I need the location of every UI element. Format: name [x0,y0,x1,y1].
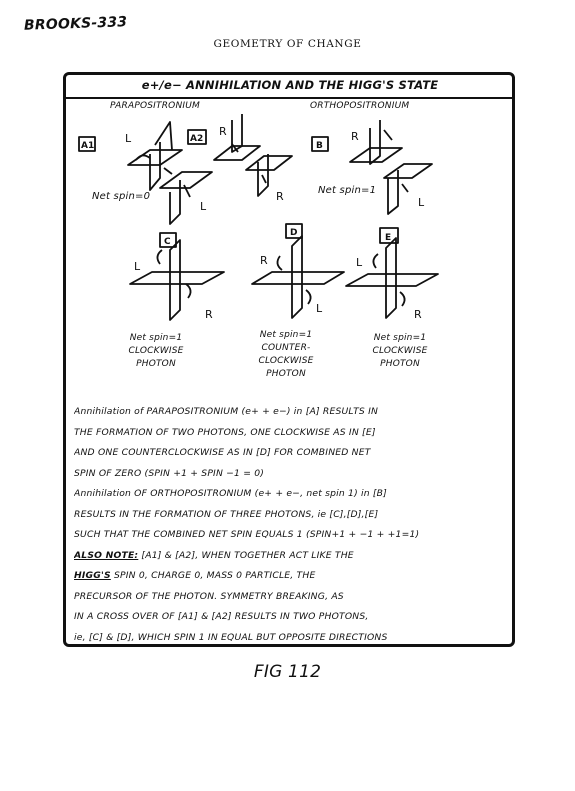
body-line: Annihilation OF ORTHOPOSITRONIUM (e+ + e−, net spin 1) in [B] [74,488,387,499]
letter-r: R [260,254,268,267]
letter-r: R [276,190,284,203]
body-line: Annihilation of PARAPOSITRONIUM (e+ + e−) in [A] RESULTS IN [74,406,379,417]
box-a2-label: A2 [190,134,204,144]
higgs-line [74,566,506,587]
letter-l: L [356,256,363,269]
net-spin-label-para: Net spin=0 [92,191,151,202]
caption-d-line: COUNTER- [261,343,311,353]
letter-r: R [351,130,359,143]
also-note-text: [A1] & [A2], WHEN TOGETHER ACT LIKE THE [138,549,354,561]
letter-r: R [414,308,422,321]
caption-e-line: CLOCKWISE [372,346,428,356]
cross-e [346,238,438,318]
box-e-label: E [385,233,392,243]
figure-title: e+/e− ANNIHILATION AND THE HIGG'S STATE [141,78,439,92]
spin-pair-a1-lower [160,172,212,224]
caption-e-line: PHOTON [380,359,420,369]
note-line: ie, [C] & [D], WHICH SPIN 1 IN EQUAL BUT OPPOSITE DIRECTIONS [74,631,388,643]
explanation-text [74,402,506,648]
letter-r: R [205,308,213,321]
letter-l: L [200,200,207,213]
box-b-label: B [316,141,323,151]
body-line: SUCH THAT THE COMBINED NET SPIN EQUALS 1 (SPIN+1 + −1 + +1=1) [74,529,420,540]
page-id: BROOKS-333 [23,14,128,34]
caption-d [236,329,336,381]
body-line: RESULTS IN THE FORMATION OF THREE PHOTONS, ie [C],[D],[E] [74,508,379,520]
letter-r: R [219,125,227,138]
box-c-label: C [164,237,171,247]
also-note-label: ALSO NOTE: [74,549,139,561]
body-line: AND ONE COUNTERCLOCKWISE AS IN [D] FOR COMBINED NET [74,447,371,458]
higgs-label: HIGG'S [74,570,111,581]
caption-c [106,332,206,371]
letter-l: L [125,132,132,145]
caption-d-line: CLOCKWISE [258,356,314,366]
caption-e-line: Net spin=1 [373,333,427,343]
caption-c-line: CLOCKWISE [128,346,184,356]
caption-c-line: Net spin=1 [129,333,183,343]
section-label-ortho: ORTHOPOSITRONIUM [310,101,410,111]
letter-l: L [418,196,425,209]
cross-d [252,236,344,318]
letter-l: L [316,302,323,315]
caption-d-line: PHOTON [266,369,306,379]
body-line: SPIN OF ZERO (SPIN +1 + SPIN −1 = 0) [74,467,265,479]
higgs-text: SPIN 0, CHARGE 0, MASS 0 PARTICLE, THE [110,570,316,581]
box-d-label: D [290,228,298,238]
caption-d-line: Net spin=1 [259,330,313,340]
box-a1-label: A1 [81,141,95,151]
figure-label: FIG 112 [253,662,322,682]
also-note-line [74,546,506,567]
caption-c-line: PHOTON [136,359,176,369]
note-line: PRECURSOR OF THE PHOTON. SYMMETRY BREAKING, AS [74,590,344,602]
section-label-para: PARAPOSITRONIUM [110,101,200,111]
letter-l: L [134,260,141,273]
note-line: IN A CROSS OVER OF [A1] & [A2] RESULTS IN TWO PHOTONS, [74,611,369,622]
page-header: GEOMETRY OF CHANGE [213,38,362,50]
caption-e [350,332,450,371]
spin-pair-a2-lower [246,154,292,196]
spin-pair-a1 [128,122,182,190]
body-line: THE FORMATION OF TWO PHOTONS, ONE CLOCKWISE AS IN [E] [74,426,376,438]
net-spin-label-ortho: Net spin=1 [318,185,377,196]
